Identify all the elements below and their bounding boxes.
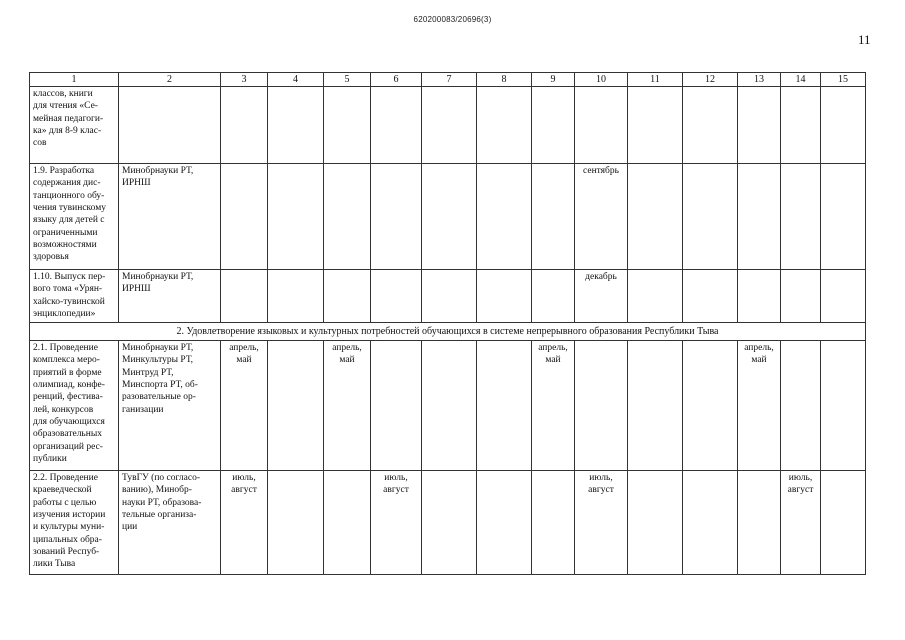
table-cell (371, 270, 422, 323)
period-cell: июль, август (781, 471, 821, 575)
column-header: 7 (422, 73, 477, 87)
table-cell (738, 164, 781, 270)
table-cell (371, 164, 422, 270)
executor-cell: Минобрнауки РТ, ИРНШ (119, 270, 221, 323)
table-cell (371, 341, 422, 471)
table-cell (821, 87, 866, 164)
table-cell (628, 471, 683, 575)
table-cell (422, 164, 477, 270)
table-row (30, 87, 866, 164)
activity-cell: 1.10. Выпуск пер- вого тома «Урян- хайско-тувинской энциклопедии» (30, 270, 119, 323)
period-cell: июль, август (575, 471, 628, 575)
column-header-row (30, 73, 866, 87)
table-cell (781, 341, 821, 471)
period-cell: сентябрь (575, 164, 628, 270)
table-cell (781, 87, 821, 164)
column-header: 6 (371, 73, 422, 87)
table-cell (821, 164, 866, 270)
period-cell: июль, август (221, 471, 268, 575)
table-cell (268, 164, 324, 270)
table-cell (781, 270, 821, 323)
table-cell (268, 87, 324, 164)
column-header: 5 (324, 73, 371, 87)
table-cell (628, 341, 683, 471)
column-header: 12 (683, 73, 738, 87)
table-cell (324, 471, 371, 575)
column-header: 11 (628, 73, 683, 87)
table-cell (477, 471, 532, 575)
column-header: 9 (532, 73, 575, 87)
column-header: 10 (575, 73, 628, 87)
table-cell (532, 164, 575, 270)
table-cell (683, 471, 738, 575)
table-cell (532, 87, 575, 164)
table-cell (738, 471, 781, 575)
table-cell (268, 270, 324, 323)
column-header: 4 (268, 73, 324, 87)
period-cell: июль, август (371, 471, 422, 575)
plan-table (29, 72, 866, 575)
table-cell (324, 164, 371, 270)
table-cell (683, 87, 738, 164)
table-cell (477, 341, 532, 471)
table-row (30, 471, 866, 575)
table-cell (821, 471, 866, 575)
table-cell (422, 341, 477, 471)
period-cell: декабрь (575, 270, 628, 323)
activity-cell: 2.1. Проведение комплекса меро- приятий в форме олимпиад, конфе- ренций, фестива- лей, конкурсов для обучающихся образовательных организаций рес- публики (30, 341, 119, 471)
table-row (30, 164, 866, 270)
section-title: 2. Удовлетворение языковых и культурных потребностей обучающихся в системе непрерывного образования Республики Тыва (30, 323, 866, 341)
section-row (30, 323, 866, 341)
table-cell (221, 164, 268, 270)
column-header: 13 (738, 73, 781, 87)
table-cell (532, 471, 575, 575)
table-cell (477, 87, 532, 164)
table-cell (628, 270, 683, 323)
table-cell (821, 270, 866, 323)
executor-cell: ТувГУ (по согласо- ванию), Минобр- науки РТ, образова- тельные организа- ции (119, 471, 221, 575)
table-cell (324, 87, 371, 164)
table-cell (324, 270, 371, 323)
table-cell (221, 87, 268, 164)
activity-cell: классов, книги для чтения «Се- мейная педагоги- ка» для 8-9 клас- сов (30, 87, 119, 164)
table-row (30, 341, 866, 471)
column-header: 2 (119, 73, 221, 87)
table-cell (268, 471, 324, 575)
executor-cell (119, 87, 221, 164)
table-cell (422, 471, 477, 575)
column-header: 3 (221, 73, 268, 87)
period-cell: апрель, май (738, 341, 781, 471)
period-cell: апрель, май (221, 341, 268, 471)
table-cell (532, 270, 575, 323)
table-cell (477, 164, 532, 270)
table-cell (738, 87, 781, 164)
table-cell (575, 87, 628, 164)
document-id: 620200083/20696(3) (413, 15, 492, 24)
table-cell (683, 341, 738, 471)
table-cell (683, 164, 738, 270)
column-header: 8 (477, 73, 532, 87)
column-header: 14 (781, 73, 821, 87)
period-cell: апрель, май (532, 341, 575, 471)
table-cell (477, 270, 532, 323)
table-cell (738, 270, 781, 323)
executor-cell: Минобрнауки РТ, Минкультуры РТ, Минтруд РТ, Минспорта РТ, об- разовательные ор- ганизации (119, 341, 221, 471)
period-cell: апрель, май (324, 341, 371, 471)
table-cell (575, 341, 628, 471)
table-cell (422, 87, 477, 164)
table-cell (371, 87, 422, 164)
table-cell (628, 164, 683, 270)
table-cell (683, 270, 738, 323)
column-header: 15 (821, 73, 866, 87)
activity-cell: 1.9. Разработка содержания дис- танционного обу- чения тувинскому языку для детей с ограниченными возможностями здоровья (30, 164, 119, 270)
table-cell (821, 341, 866, 471)
table-cell (628, 87, 683, 164)
table-cell (268, 341, 324, 471)
activity-cell: 2.2. Проведение краеведческой работы с целью изучения истории и культуры муни- ципальных обра- зований Респуб- лики Тыва (30, 471, 119, 575)
table-cell (422, 270, 477, 323)
table-row (30, 270, 866, 323)
column-header: 1 (30, 73, 119, 87)
table-cell (221, 270, 268, 323)
table-cell (781, 164, 821, 270)
executor-cell: Минобрнауки РТ, ИРНШ (119, 164, 221, 270)
page-number: 11 (858, 32, 871, 47)
